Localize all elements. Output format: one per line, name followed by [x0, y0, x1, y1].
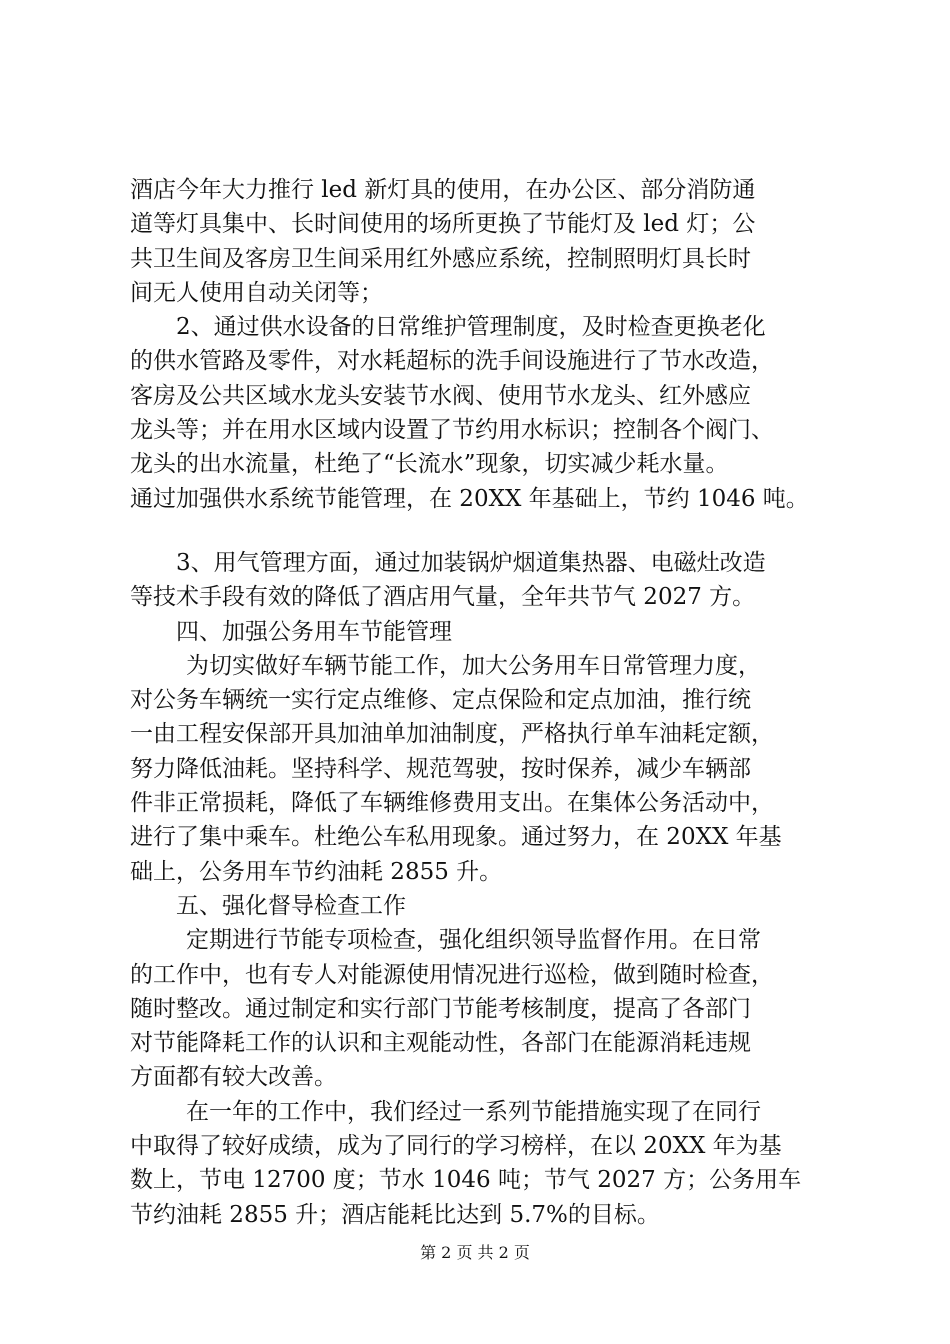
- text-line: 2、通过供水设备的日常维护管理制度，及时检查更换老化: [176, 314, 766, 341]
- text-line: 3、用气管理方面，通过加装锅炉烟道集热器、电磁灶改造: [176, 549, 766, 576]
- text-line: 件非正常损耗，降低了车辆维修费用支出。在集体公务活动中，: [130, 790, 774, 817]
- text-line: 共卫生间及客房卫生间采用红外感应系统，控制照明灯具长时: [130, 245, 751, 272]
- text-line: 的供水管路及零件，对水耗超标的洗手间设施进行了节水改造，: [130, 348, 774, 375]
- text-line: 进行了集中乘车。杜绝公车私用现象。通过努力，在 20XX 年基: [130, 824, 782, 851]
- text-line: 的工作中，也有专人对能源使用情况进行巡检，做到随时检查，: [130, 961, 774, 988]
- text-line: 定期进行节能专项检查，强化组织领导监督作用。在日常: [186, 927, 761, 954]
- text-line: 龙头的出水流量，杜绝了“长流水”现象，切实减少耗水量。: [130, 451, 729, 478]
- page-number: 第 2 页 共 2 页: [420, 1243, 530, 1262]
- paragraph-gap: [130, 516, 850, 546]
- text-line: 间无人使用自动关闭等；: [130, 279, 383, 306]
- text-line: 客房及公共区域水龙头安装节水阀、使用节水龙头、红外感应: [130, 382, 751, 409]
- section-heading: 四、加强公务用车节能管理: [176, 618, 452, 645]
- text-line: 对节能降耗工作的认识和主观能动性，各部门在能源消耗违规: [130, 1030, 751, 1057]
- text-line: 龙头等；并在用水区域内设置了节约用水标识；控制各个阀门、: [130, 417, 774, 444]
- document-body: [130, 173, 850, 1232]
- text-line: 方面都有较大改善。: [130, 1064, 337, 1091]
- text-line: 中取得了较好成绩，成为了同行的学习榜样，在以 20XX 年为基: [130, 1133, 782, 1160]
- text-line: 努力降低油耗。坚持科学、规范驾驶，按时保养，减少车辆部: [130, 755, 751, 782]
- text-line: 酒店今年大力推行 led 新灯具的使用，在办公区、部分消防通: [130, 177, 756, 203]
- text-line: 道等灯具集中、长时间使用的场所更换了节能灯及 led 灯；公: [130, 211, 756, 238]
- text-line: 随时整改。通过制定和实行部门节能考核制度，提高了各部门: [130, 995, 751, 1022]
- text-line: 等技术手段有效的降低了酒店用气量，全年共节气 2027 方。: [130, 584, 756, 611]
- text-line: 础上，公务用车节约油耗 2855 升。: [130, 858, 503, 885]
- text-line: 通过加强供水系统节能管理，在 20XX 年基础上，节约 1046 吨。: [130, 485, 809, 512]
- text-line: 一由工程安保部开具加油单加油制度，严格执行单车油耗定额，: [130, 721, 774, 748]
- text-line: 节约油耗 2855 升；酒店能耗比达到 5.7%的目标。: [130, 1201, 660, 1228]
- text-line: 对公务车辆统一实行定点维修、定点保险和定点加油，推行统: [130, 687, 751, 714]
- text-line: 数上，节电 12700 度；节水 1046 吨；节气 2027 方；公务用车: [130, 1167, 802, 1194]
- section-heading: 五、强化督导检查工作: [176, 892, 406, 919]
- text-line: 为切实做好车辆节能工作，加大公务用车日常管理力度，: [186, 652, 761, 679]
- text-line: 在一年的工作中，我们经过一系列节能措施实现了在同行: [186, 1098, 761, 1125]
